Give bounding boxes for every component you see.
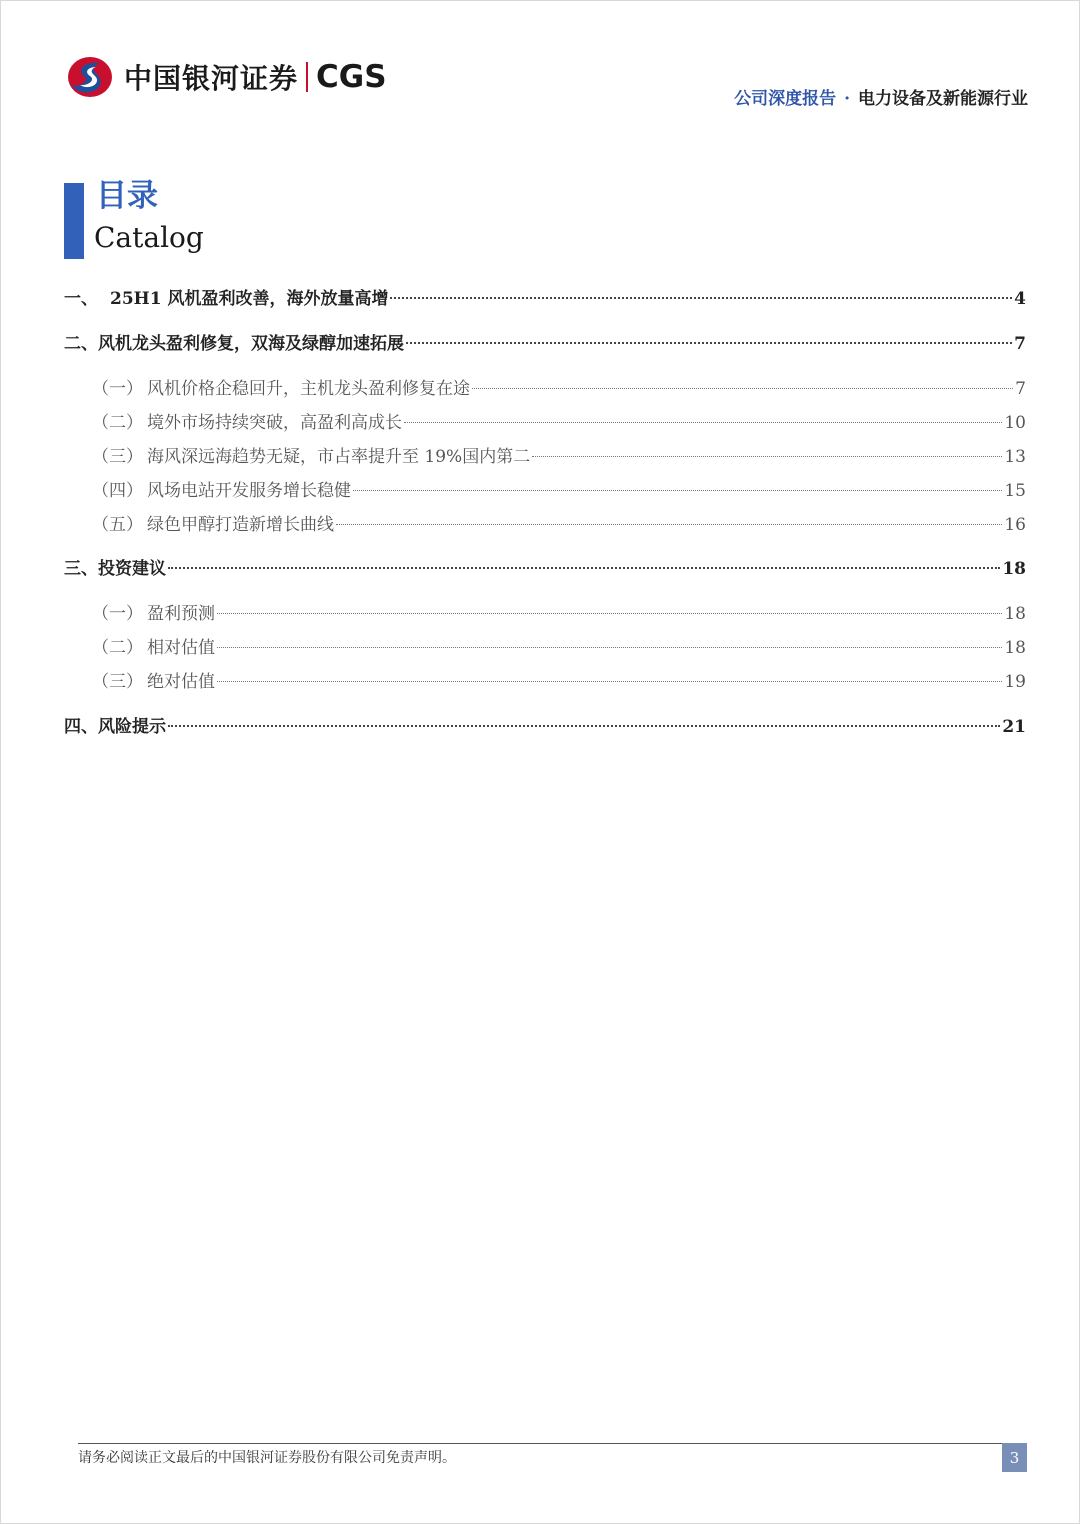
toc-dot-leader — [217, 647, 1002, 648]
toc-entry-title: 风险提示 — [98, 717, 166, 737]
toc-entry-page: 18 — [1002, 559, 1026, 579]
logo-mark-icon — [66, 55, 114, 99]
toc-subentry[interactable] — [92, 633, 1026, 658]
toc-entry-number: （二） — [92, 638, 143, 658]
toc-entry[interactable] — [64, 284, 1026, 309]
catalog-title-cn: 目录 — [96, 178, 158, 214]
logo-text-en: CGS — [316, 59, 387, 95]
page-number-badge: 3 — [1002, 1443, 1027, 1472]
toc-dot-leader — [406, 342, 1012, 344]
toc-entry-title: 相对估值 — [147, 638, 215, 658]
toc-entry-title: 绿色甲醇打造新增长曲线 — [147, 515, 334, 535]
toc-entry-page: 21 — [1002, 717, 1026, 737]
toc-entry-title: 境外市场持续突破，高盈利高成长 — [147, 413, 402, 433]
logo-text-cn: 中国银河证券 — [124, 62, 299, 95]
toc-entry-title: 25H1 风机盈利改善，海外放量高增 — [110, 289, 389, 309]
toc-entry-title: 海风深远海趋势无疑，市占率提升至 19%国内第二 — [147, 447, 531, 467]
logo-divider — [306, 62, 308, 92]
toc-subentry[interactable] — [92, 510, 1026, 535]
toc-entry-title: 风机龙头盈利修复，双海及绿醇加速拓展 — [98, 334, 404, 354]
toc-dot-leader — [336, 524, 1002, 525]
industry-label: 电力设备及新能源行业 — [858, 89, 1028, 109]
toc-entry-page: 7 — [1014, 334, 1026, 354]
toc-entry-title: 盈利预测 — [147, 604, 215, 624]
toc-dot-leader — [390, 297, 1012, 299]
toc-subentry[interactable] — [92, 667, 1026, 692]
toc-entry-number: 四、 — [64, 717, 98, 737]
toc-entry-number: （三） — [92, 447, 143, 467]
toc-dot-leader — [217, 613, 1002, 614]
toc-dot-leader — [532, 456, 1002, 457]
toc-entry-number: （一） — [92, 604, 143, 624]
toc-entry-title: 绝对估值 — [147, 672, 215, 692]
toc-entry-number: （一） — [92, 379, 143, 399]
toc-entry-title: 风机价格企稳回升，主机龙头盈利修复在途 — [147, 379, 470, 399]
toc-entry-number: 一、 — [64, 289, 98, 309]
toc-dot-leader — [404, 422, 1002, 423]
footer-disclaimer: 请务必阅读正文最后的中国银河证券股份有限公司免责声明。 — [78, 1450, 456, 1466]
toc-dot-leader — [168, 725, 1000, 727]
toc-entry-number: 二、 — [64, 334, 98, 354]
toc-subentry[interactable] — [92, 374, 1026, 399]
toc-entry[interactable] — [64, 329, 1026, 354]
toc-subentry[interactable] — [92, 408, 1026, 433]
catalog-title-en: Catalog — [94, 221, 204, 254]
toc-entry-page: 4 — [1014, 289, 1026, 309]
toc-entry-number: 三、 — [64, 559, 98, 579]
catalog-title-bar — [64, 183, 84, 259]
toc-entry-page: 10 — [1004, 413, 1026, 433]
toc-entry-number: （五） — [92, 515, 143, 535]
toc-entry-title: 风场电站开发服务增长稳健 — [147, 481, 351, 501]
header-separator: · — [844, 89, 850, 109]
toc-entry-number: （四） — [92, 481, 143, 501]
toc-dot-leader — [353, 490, 1002, 491]
toc-entry-page: 7 — [1015, 379, 1026, 399]
toc-entry-page: 18 — [1004, 604, 1026, 624]
header-report-info — [734, 84, 1028, 109]
toc-entry-page: 15 — [1004, 481, 1026, 501]
toc-dot-leader — [217, 681, 1002, 682]
toc-entry[interactable] — [64, 712, 1026, 737]
toc-subentry[interactable] — [92, 599, 1026, 624]
toc-subentry[interactable] — [92, 476, 1026, 501]
toc-subentry[interactable] — [92, 442, 1026, 467]
toc-entry-page: 16 — [1004, 515, 1026, 535]
toc-entry-number: （三） — [92, 672, 143, 692]
toc-entry-title: 投资建议 — [98, 559, 166, 579]
toc-entry[interactable] — [64, 554, 1026, 579]
toc-entry-number: （二） — [92, 413, 143, 433]
toc-entry-page: 13 — [1004, 447, 1026, 467]
toc-dot-leader — [168, 567, 1000, 569]
toc-entry-page: 18 — [1004, 638, 1026, 658]
company-logo — [66, 54, 387, 100]
toc-dot-leader — [472, 388, 1013, 389]
toc-entry-page: 19 — [1004, 672, 1026, 692]
report-type: 公司深度报告 — [734, 89, 837, 109]
footer-divider — [78, 1443, 1027, 1444]
